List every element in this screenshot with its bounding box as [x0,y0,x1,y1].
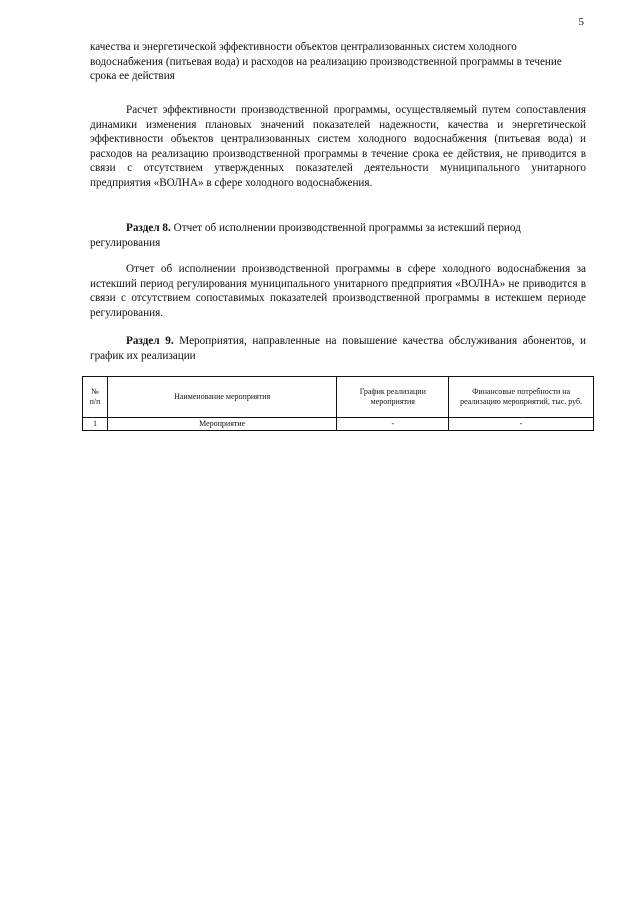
measures-table [82,376,594,431]
section-9-label: Раздел 9. [126,335,174,347]
header-num-line1: № [91,387,99,396]
cell-finance: - [449,418,594,431]
header-num [83,377,108,418]
section-8-heading [90,221,586,250]
section-9-title: Мероприятия, направленные на повышение качества обслуживания абонентов, и график их реализации [90,335,587,362]
cell-schedule: - [337,418,449,431]
intro-paragraph: качества и энергетической эффективности объектов централизованных систем холодного водоснабжения (питьевая вода) и расходов на реализацию производственной программы в течение срока ее действия [90,41,562,83]
section-8-body: Отчет об исполнении производственной программы в сфере холодного водоснабжения за истекший период регулирования муниципального унитарного предприятия «ВОЛНА» не приводится в связи с отсутствием сопоставимых показателей производственной программы в истекшем периоде регулирования. [90,263,586,319]
header-schedule: График реализации мероприятия [337,377,449,418]
header-num-line2: п/п [89,397,101,406]
page-number: 5 [578,16,584,28]
cell-name: Мероприятие [107,418,336,431]
section-9-heading [90,334,586,363]
table-header-row [83,377,594,418]
efficiency-paragraph: Расчет эффективности производственной программы, осуществляемый путем сопоставления динамики изменения плановых значений показателей надежности, качества и энергетической эффективности объектов централизованных систем холодного водоснабжения (питьевая вода) и расходов на реализацию производственной программы в течение срока ее действия, не приводится в связи с отсутствием утвержденных показателей деятельности муниципального унитарного предприятия «ВОЛНА» в сфере холодного водоснабжения. [90,104,586,189]
cell-num: 1 [83,418,108,431]
table-row [83,418,594,431]
header-finance: Финансовые потребности на реализацию мероприятий, тыс. руб. [449,377,594,418]
header-name: Наименование мероприятия [107,377,336,418]
section-8-label: Раздел 8. [126,222,171,234]
section-8-title: Отчет об исполнении производственной программы за истекший период регулирования [90,222,521,249]
